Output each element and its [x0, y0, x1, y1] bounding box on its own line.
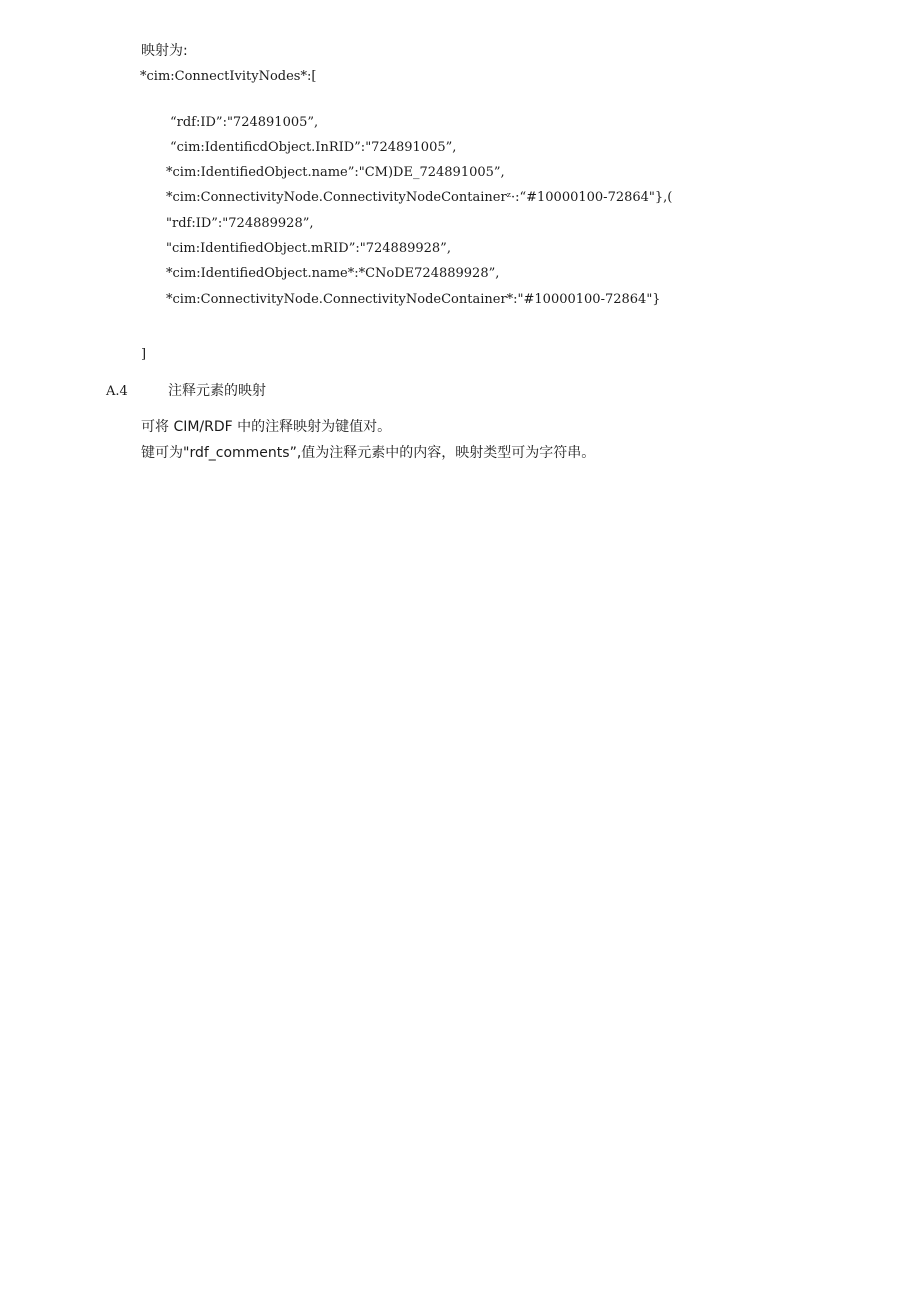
code-line-name-2: *cim:IdentifiedObject.name*:*CNoDE724889928”, — [166, 266, 500, 281]
code-line-container-1: *cim:ConnectivityNode.ConnectivityNodeContainerᶻ·:“#10000100-72864"},( — [166, 190, 673, 205]
code-line-rdf-id-1: “rdf:ID”:"724891005”, — [170, 115, 319, 130]
code-close-bracket: ] — [141, 347, 147, 362]
code-line-mrid-1: “cim:IdentificdObject.InRID”:"724891005”, — [170, 140, 457, 155]
section-title: 注释元素的映射 — [168, 383, 266, 399]
code-line-container-2: *cim:ConnectivityNode.ConnectivityNodeContainer*:"#10000100-72864"} — [166, 292, 661, 307]
mapping-intro-label: 映射为: — [141, 43, 188, 59]
code-line-rdf-id-2: "rdf:ID”:"724889928”, — [166, 216, 314, 231]
code-open-line: *cim:ConnectIvityNodes*:[ — [140, 69, 317, 84]
section-number: A.4 — [106, 384, 128, 399]
code-line-mrid-2: "cim:IdentifiedObject.mRID”:"724889928”, — [166, 241, 451, 256]
code-line-name-1: *cim:IdentifiedObject.name”:"CM)DE_724891005”, — [166, 165, 505, 180]
body-paragraph-2: 键可为"rdf_comments”,值为注释元素中的内容，映射类型可为字符串。 — [141, 445, 596, 461]
body-paragraph-1: 可将 CIM/RDF 中的注释映射为键值对。 — [141, 419, 392, 435]
